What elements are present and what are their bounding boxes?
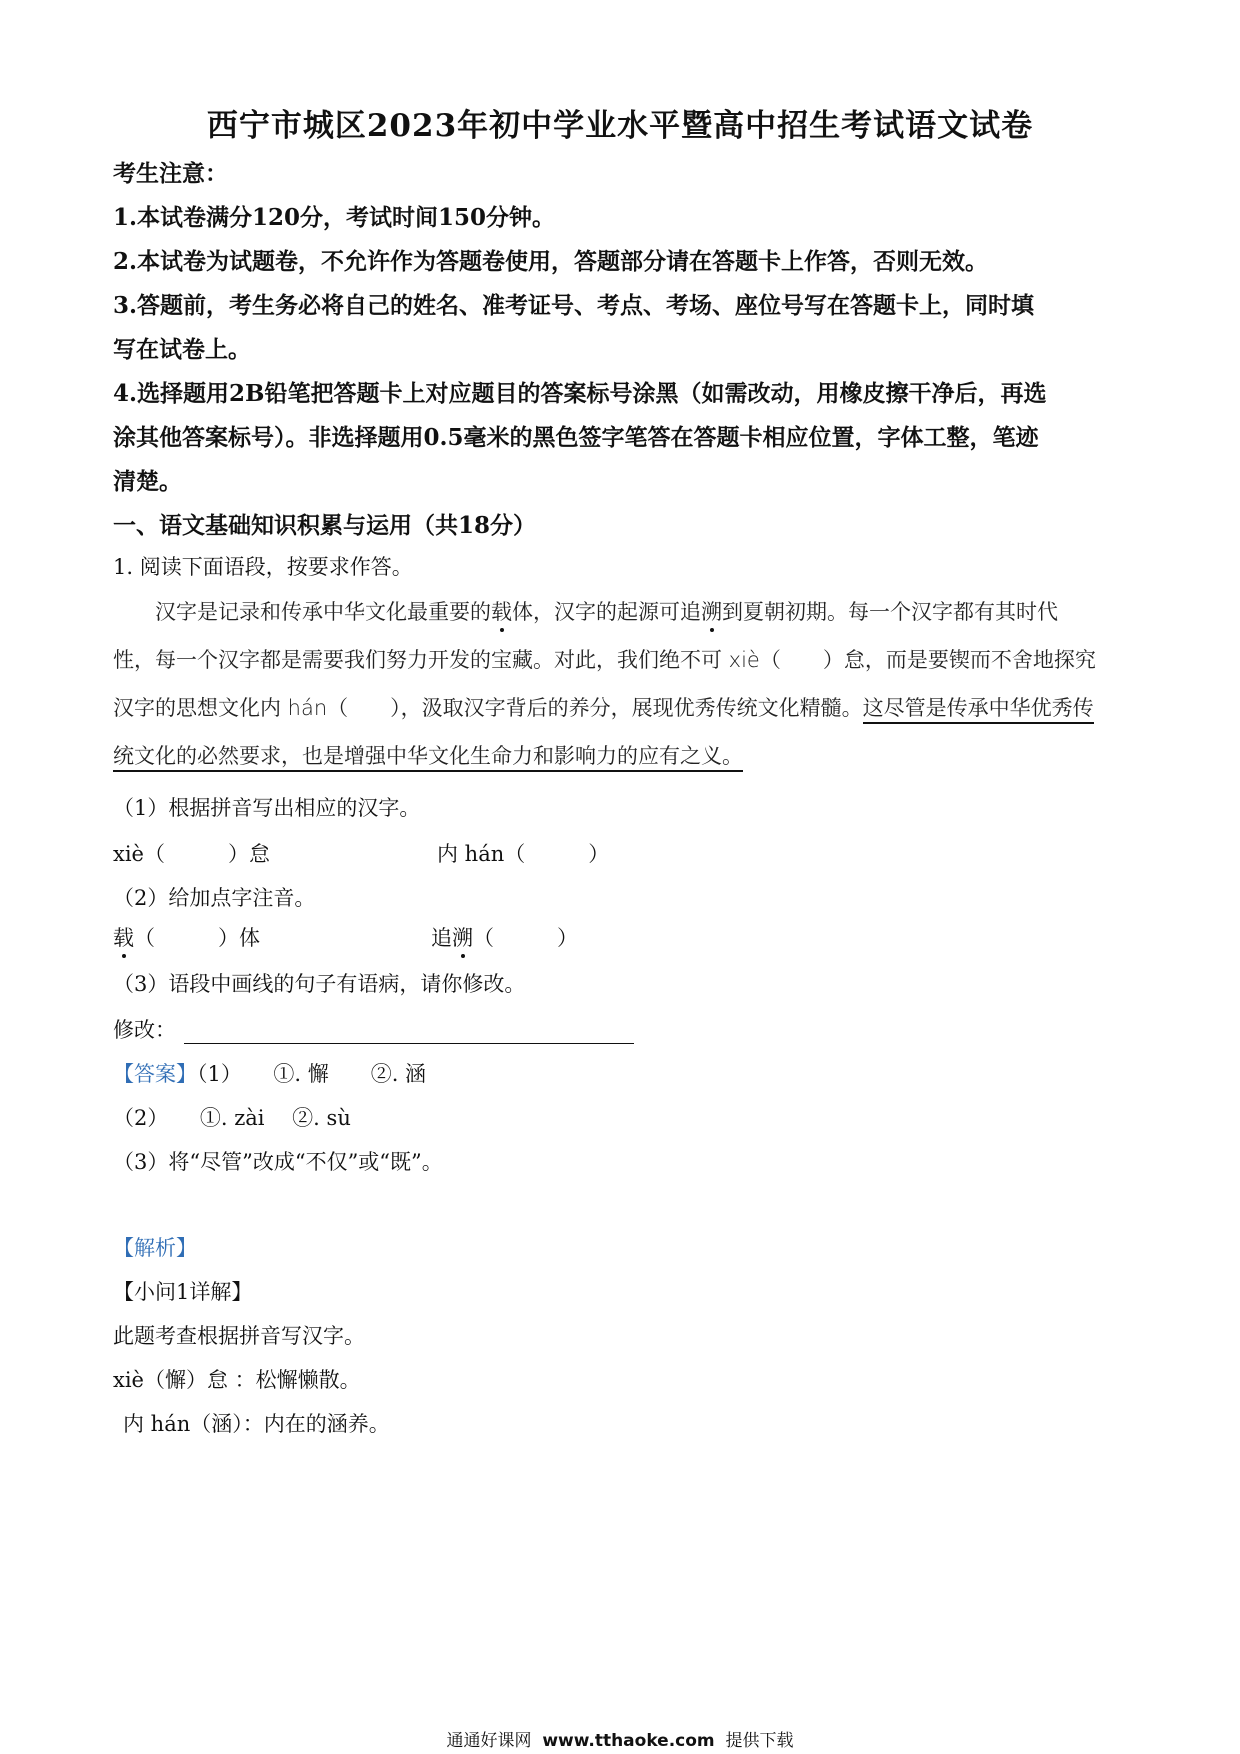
footer-site-name: 通通好课网 [446,1731,532,1751]
page-footer [0,1726,1240,1751]
exam-title: 西宁市城区2023年初中学业水平暨高中招生考试语文试卷 [206,108,1034,144]
fix-line: 修改： [113,1014,634,1044]
notice-item-3-line-1: 3.答题前，考生务必将自己的姓名、准考证号、考点、考场、座位号写在答题卡上，同时填 [113,292,1035,319]
analysis-line-2: xiè（懈）怠 ：松懈懒散。 [113,1368,361,1392]
notice-item-1: 1.本试卷满分120分，考试时间150分钟。 [113,204,556,231]
sub-question-1-blank-a: xiè（ ）怠 [113,842,270,866]
answer-line-2: （2） ①. zài ②. sù [113,1106,351,1130]
notice-item-2: 2.本试卷为试题卷，不允许作为答题卷使用，答题部分请在答题卡上作答，否则无效。 [113,248,989,275]
sub-question-2-blank-a: 载（ ）体 [113,926,260,950]
analysis-tag: 【解析】 [113,1236,197,1260]
sub-question-1: （1）根据拼音写出相应的汉字。 [113,796,421,820]
sub-question-3: （3）语段中画线的句子有语病，请你修改。 [113,972,526,996]
section-1-heading: 一、语文基础知识积累与运用（共18分） [113,512,537,539]
sub-question-1-blank-b: 内 hán（ ） [437,842,610,866]
passage-line-3: 汉字的思想文化内 hán（ ），汲取汉字背后的养分，展现优秀传统文化精髓。这尽管是传承中华优秀传 [113,692,1094,722]
notice-item-4-line-3: 清楚。 [113,468,182,495]
sub-question-2: （2）给加点字注音。 [113,886,316,910]
notice-item-4-line-1: 4.选择题用2B铅笔把答题卡上对应题目的答案标号涂黑（如需改动，用橡皮擦干净后，再选 [113,380,1047,407]
notice-item-3-line-2: 写在试卷上。 [113,336,251,363]
analysis-line-1: 此题考查根据拼音写汉字。 [113,1324,365,1348]
question-1-stem: 1. 阅读下面语段，按要求作答。 [113,555,413,579]
passage-line-4 [113,740,743,770]
answer-line-3: （3）将“尽管”改成“不仅”或“既”。 [113,1150,443,1174]
analysis-sub-heading: 【小问1详解】 [113,1280,253,1304]
passage-line-2: 性，每一个汉字都是需要我们努力开发的宝藏。对此，我们绝不可 xiè（ ）怠，而是要锲而不舍地探究 [113,648,1096,672]
sub-question-2-blank-b: 追溯（ ） [431,926,578,950]
notice-item-4-line-2: 涂其他答案标号）。非选择题用0.5毫米的黑色签字笔答在答题卡相应位置，字体工整，笔迹 [113,424,1039,451]
dotted-char-zai: 载 [491,600,512,624]
footer-download: 提供下载 [725,1731,794,1751]
dotted-char-su: 溯 [701,600,722,624]
notice-heading: 考生注意： [113,160,228,187]
footer-url[interactable]: www.tthaoke.com [542,1731,715,1751]
passage-line-1: 汉字是记录和传承中华文化最重要的载体，汉字的起源可追溯到夏朝初期。每一个汉字都有其时代 [155,600,1058,624]
fix-answer-line [184,1021,634,1044]
underlined-sentence-part-1: 这尽管是传承中华优秀传 [863,696,1094,724]
answer-tag: 【答案】 [113,1062,197,1086]
analysis-line-3: 内 hán（涵）：内在的涵养。 [123,1412,390,1436]
underlined-sentence-part-2: 统文化的必然要求，也是增强中华文化生命力和影响力的应有之义。 [113,744,743,772]
answer-line-1: 【答案】（1） ①. 懈 ②. 涵 [113,1062,427,1086]
